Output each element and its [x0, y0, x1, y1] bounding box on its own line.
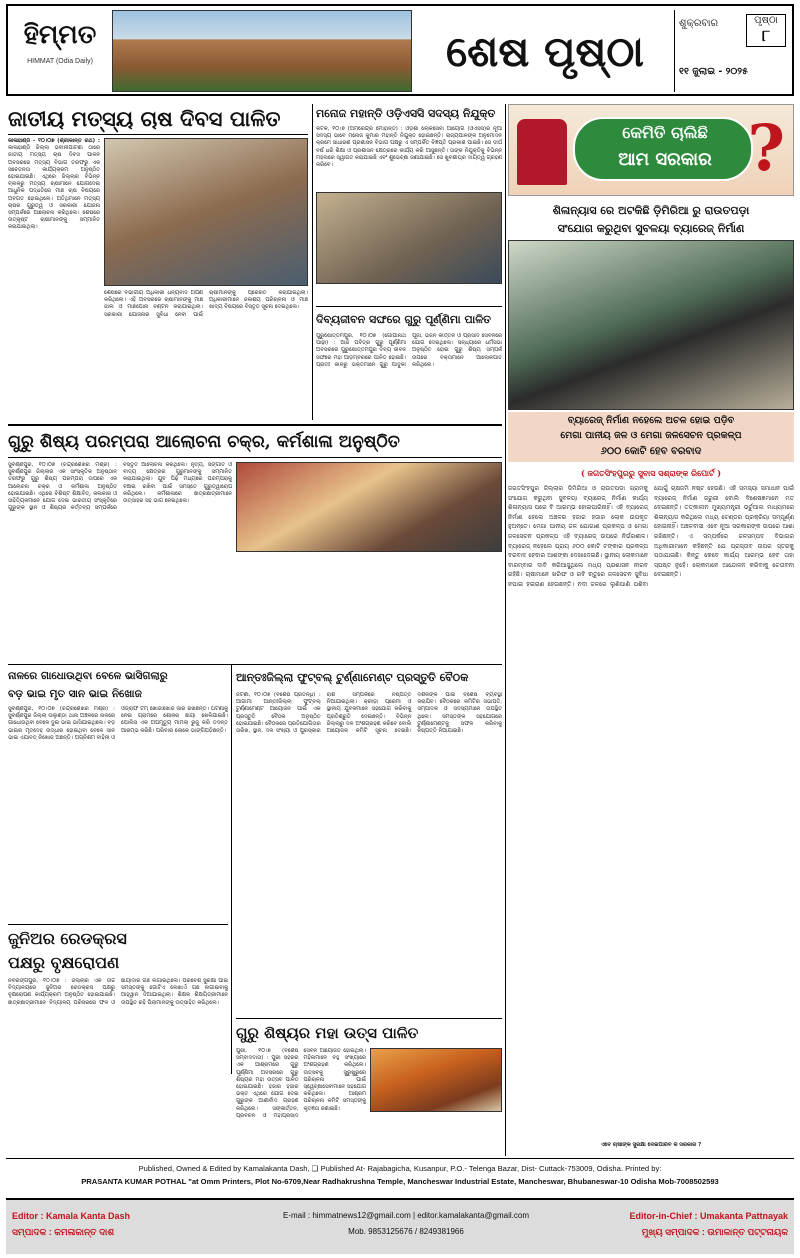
divider	[236, 1018, 502, 1019]
footer-imprint	[6, 1162, 794, 1194]
logo-text: ହିମ୍ମତ	[23, 20, 97, 50]
editor-or: ସମ୍ପାଦକ : କମଳାକାନ୍ତ ଦାଶ	[12, 1227, 115, 1237]
headline-redcross-line1: ଜୁନିଅର ରେଡକ୍ରସ	[8, 929, 127, 948]
date-text: ୧୧ ଜୁଲାଇ - ୨୦୨୫	[679, 66, 748, 77]
banner-line1: କେମିତି ଚାଲିଛି	[622, 123, 708, 142]
article-redcross-body: ନବରଙ୍ଗପୁର, ୧୦।୦୭ : ଜିଲ୍ଲାର ଏକ ଉଚ୍ଚ ବିଦ୍ୟାଳୟରେ ଜୁନିଅର ରେଡକ୍ରସ ପକ୍ଷରୁ ବୃକ୍ଷରୋପଣ କାର୍ଯ୍ୟକ୍ରମ ଅନୁଷ୍ଠିତ ହୋଇଯାଇଛି। ଛାତ୍ରଛାତ୍ରୀମାନେ ବିଦ୍ୟାଳୟ ପରିସରରେ ଫଳ ଓ ଛାୟାଦାର ଗଛ ଲଗାଇଥିଲେ। ପରିବେଶ ସୁରକ୍ଷା ପାଇଁ ସମସ୍ତଙ୍କୁ ଗୋଟିଏ ଲେଖାଏଁ ଗଛ ଲଗାଇବାକୁ ଆହ୍ୱାନ ଦିଆଯାଇଥିଲା। ଶିକ୍ଷକ ଶିକ୍ଷୟିତ୍ରୀମାନେ ଉପସ୍ଥିତ ରହି ପିଲାମାନଙ୍କୁ ଉତ୍ସାହିତ କରିଥିଲେ।	[8, 978, 228, 1006]
headline-seminar: ଗୁରୁ ଶିଷ୍ୟ ପରମ୍ପରା ଆଲୋଚନା ଚକ୍ର, କର୍ମଶାଳା ଅନୁଷ୍ଠିତ	[8, 432, 400, 452]
banner-line2: ଆମ ସରକାର	[618, 149, 712, 170]
day-label: ଶୁକ୍ରବାର	[679, 18, 719, 29]
headline-guru-purnima: ଦିବ୍ୟଜୀବନ ସଙ୍ଘରେ ଗୁରୁ ପୂର୍ଣ୍ଣିମା ପାଳିତ	[316, 313, 492, 326]
article-guru-purnima-body: ପୁରୁଷୋତ୍ତମପୁର, ୧୦।୦୭ (ଗୋପୀନାଥ ପାଢ଼ୀ) : ଆଜି ପବିତ୍ର ଗୁରୁ ପୂର୍ଣ୍ଣିମା ଅବସରରେ ପୁରୁଷୋତ୍ତମପୁର ଦିବ୍ୟ ଜୀବନ ସଙ୍ଘରେ ମହା ଆଡ଼ମ୍ବରରେ ପାଳିତ ହୋଇଛି। ପ୍ରାତଃ କାଳରୁ ଭକ୍ତମାନେ ଗୁରୁ ପାଦୁକା ପୂଜା, ଭଜନ କୀର୍ତ୍ତନ ଓ ପ୍ରସାଦ ସେବନରେ ଯୋଗ ଦେଇଥିଲେ। ସନ୍ଧ୍ୟାରେ ଧର୍ମସଭା ଅନୁଷ୍ଠିତ ହୋଇ ଗୁରୁ ଶିଷ୍ୟ ସମ୍ପର୍କ ଉପରେ ବକ୍ତାମାନେ ଆଲୋକପାତ କରିଥିଲେ।	[316, 333, 502, 368]
byline: ( ଜଗତସିଂହପୁରରୁ ସୁବାସ ସଶ୍ରାଙ୍କ ରିପୋର୍ଟ )	[580, 468, 722, 478]
article-barrage-closing: ଏବେ ଚାଷୀଙ୍କ ସୁରକ୍ଷା ଦେଇପାରିବ କି ସରକାର ?	[600, 1142, 702, 1148]
divider	[8, 924, 228, 925]
headline-festival: ଗୁରୁ ଶିଷ୍ୟର ମହା ଉତ୍ସ ପାଳିତ	[236, 1024, 419, 1042]
article-manoj-more	[316, 288, 502, 308]
divider	[8, 457, 502, 458]
headline-drowning-line2: ବଡ଼ ଭାଇ ମୃତ ସାନ ଭାଇ ନିଖୋଜ	[8, 688, 142, 700]
imprint-line1: Published, Owned & Edited by Kamalakanta Dash, ❑ Published At- Rajabagicha, Kusanpur, P.O.- Telenga Bazar, Dist- Cuttack-753009, Odisha. Printed by:	[138, 1164, 662, 1173]
headline-barrage-line1: ଶିଳାନ୍ୟାସ ରେ ଅଟକିଛି ଡ଼ିମିରିଆ ରୁ ରାଉତପଡ଼ା	[552, 204, 750, 217]
headline-tournament: ଆନ୍ତଃଜିଲ୍ଲା ଫୁଟ୍‌ବଲ୍ ଟୁର୍ଣ୍ଣାମେଣ୍ଟ ପ୍ରସ୍ତୁତି ବୈଠକ	[236, 671, 469, 684]
page-label	[746, 14, 786, 47]
divider	[8, 424, 502, 426]
caption-line3: ୬୦୦ କୋଟି ହେବ ବରବାଦ	[600, 446, 702, 457]
section-title: ଶେଷ ପୃଷ୍ଠା	[446, 27, 644, 76]
banner-pill	[573, 117, 753, 181]
editor-en: Editor : Kamala Kanta Dash	[12, 1211, 131, 1221]
article-barrage-body: ଜଗତସିଂହପୁର ଜିଲ୍ଲାର ଡ଼ିମିରିଆ ଓ ରାଉତପଡ଼ା ଗ୍ରାମକୁ ସଂଯୋଗ କରୁଥିବା ସୁବଳୟା ବ୍ୟାରେଜ୍ ନିର୍ମାଣ କାର୍ଯ୍ୟ ଶିଳାନ୍ୟାସ ପରେ ବି ଆରମ୍ଭ ହୋଇପାରିନାହିଁ। ଏହି ବ୍ୟାରେଜ୍ ନିର୍ମାଣ ହେଲେ ଅଞ୍ଚଳର ହଜାର ହଜାର ଲୋକ ଉପକୃତ ହୁଅନ୍ତେ। ମେଗା ପାନୀୟ ଜଳ ଯୋଗାଣ ପ୍ରକଳ୍ପ ଓ ମେଗା ଜଳସେଚନ ପ୍ରକଳ୍ପ ଏହି ବ୍ୟାରେଜ୍ ଉପରେ ନିର୍ଭରଶୀଳ। ବ୍ୟାରେଜ୍ ନହେଲେ ପ୍ରାୟ ୬୦୦ କୋଟି ଟଙ୍କାର ପ୍ରକଳ୍ପ ବରବାଦ ହେବାର ଆଶଙ୍କା ଦେଖାଦେଇଛି। ସ୍ଥାନୀୟ ଲୋକମାନେ ବାରମ୍ବାର ଦାବି କରିଆସୁଥିଲେ ମଧ୍ୟ ପ୍ରଶାସନ ନୀରବ ରହିଛି। ଚାଷୀମାନେ ଖରିଫ ଓ ରବି ଋତୁରେ ଜଳସେଚନ ସୁବିଧା ନପାଇ ହଇରାଣ ହେଉଛନ୍ତି। ନଦୀ ଜଳରେ ଲୁଣିପାଣି ପଶିବା ଯୋଗୁଁ ଚାଷଜମି ନଷ୍ଟ ହେଉଛି। ଏହି ସମସ୍ୟା ସମାଧାନ ପାଇଁ ବ୍ୟାରେଜ୍ ନିର୍ମାଣ ଜରୁରୀ ବୋଲି ବିଶେଷଜ୍ଞମାନେ ମତ ଦେଇଛନ୍ତି। ତତ୍କାଳୀନ ମୁଖ୍ୟମନ୍ତ୍ରୀ ଭର୍ଚୁଆଲ ମାଧ୍ୟମରେ ଶିଳାନ୍ୟାସ କରିଥିଲେ ମଧ୍ୟ ଟେଣ୍ଡର ପ୍ରକ୍ରିୟା ସମ୍ପୂର୍ଣ୍ଣ ହୋଇନାହିଁ। ଅଞ୍ଚଳବାସୀ ଏବେ ନୂଆ ସରକାରଙ୍କ ଉପରେ ଆଶା ରଖିଛନ୍ତି। ଏ ସମ୍ପର୍କରେ ଜଳସମ୍ପଦ ବିଭାଗର ଅଧିକାରୀମାନେ କହିଛନ୍ତି ଯେ ପ୍ରସ୍ତାବ ଉପର ସ୍ତରକୁ ପଠାଯାଇଛି। କିନ୍ତୁ କେବେ କାର୍ଯ୍ୟ ଆରମ୍ଭ ହେବ ତାହା ସ୍ପଷ୍ଟ ନୁହେଁ। ଲୋକମାନେ ଆନ୍ଦୋଳନ କରିବାକୁ ଚେତାବନୀ ଦେଇଛନ୍ତି।	[508, 485, 794, 588]
divider	[316, 306, 502, 307]
footer-band	[6, 1198, 794, 1254]
divider	[505, 104, 506, 1156]
chief-en: Editor-in-Chief : Umakanta Pattnayak	[629, 1211, 788, 1221]
headline-manoj: ମନୋଜ ମହାନ୍ତି ଓଡ଼ିଏସସି ସଦସ୍ୟ ନିଯୁକ୍ତ	[316, 107, 496, 120]
contact-email: E-mail : himmatnews12@gmail.com | editor.kamalakanta@gmail.com	[283, 1211, 529, 1220]
contact-mobile: Mob. 9853125676 / 8249381966	[348, 1227, 464, 1236]
photo-festival	[370, 1048, 502, 1112]
article-seminar-left: ସୁବର୍ଣ୍ଣପୁର, ୧୦।୦୭ (ଚନ୍ଦ୍ରଶେଖର ମିଶ୍ର) : ସୁବର୍ଣ୍ଣପୁର ଜିଲ୍ଲାର ଏକ ସାଂସ୍କୃତିକ ଅନୁଷ୍ଠାନ ତରଫରୁ ଗୁରୁ ଶିଷ୍ୟ ପରମ୍ପରା ଉପରେ ଏକ ଆଲୋଚନା ଚକ୍ର ଓ କର୍ମଶାଳା ଅନୁଷ୍ଠିତ ହୋଇଯାଇଛି। ଏଥିରେ ବିଶିଷ୍ଟ ଶିକ୍ଷାବିତ୍, କଳାକାର ଓ ସାହିତ୍ୟିକମାନେ ଯୋଗ ଦେଇ ଭାରତୀୟ ସଂସ୍କୃତିରେ ଗୁରୁଙ୍କ ସ୍ଥାନ ଓ ଶିଷ୍ୟର କର୍ତ୍ତବ୍ୟ ସମ୍ପର୍କରେ ବିସ୍ତୃତ ଆଲୋଚନା କରିଥିଲେ। ନୃତ୍ୟ, ସଙ୍ଗୀତ ଓ ବାଦ୍ୟ କ୍ଷେତ୍ରର ଗୁରୁମାନଙ୍କୁ ସମ୍ମାନିତ କରାଯାଇଥିଲା। ଯୁବ ପିଢ଼ି ମଧ୍ୟରେ ପରମ୍ପରାକୁ ବଞ୍ଚାଇ ରଖିବା ପାଇଁ ସମସ୍ତେ ଗୁରୁତ୍ୱାରୋପ କରିଥିଲେ। କର୍ମଶାଳାରେ ଛାତ୍ରଛାତ୍ରୀମାନେ ଉତ୍ସାହର ସହ ଭାଗ ନେଇଥିଲେ।	[8, 462, 232, 512]
page-number: ୮	[761, 26, 771, 45]
question-mark-icon: ?	[747, 111, 785, 186]
date-box	[674, 10, 790, 92]
caption-box	[508, 412, 794, 462]
photo-foundation-stone	[508, 240, 794, 410]
masthead-temple-photo	[112, 10, 412, 92]
logo-subtitle: HIMMAT (Odia Daily)	[27, 58, 93, 65]
column-banner	[508, 104, 794, 196]
article-drowning-body: ସୁବର୍ଣ୍ଣପୁର, ୧୦।୦୭ (ଚନ୍ଦ୍ରଶେଖର ମିଶ୍ର) : ସୁବର୍ଣ୍ଣପୁର ଜିଲ୍ଲା ଉଲୁଣ୍ଡା ଥାନା ଅଞ୍ଚଳରେ ନାଳରେ ଗାଧୋଉଥିବା ବେଳେ ଦୁଇ ଭାଇ ଭାସିଯାଇଥିଲେ। ବଡ଼ ଭାଇର ମୃତଦେହ ଉଦ୍ଧାର ହୋଇଥିବା ବେଳେ ସାନ ଭାଇ ଏଯାବତ୍ ନିଖୋଜ ଅଛନ୍ତି। ଅଗ୍ନିଶମ ବାହିନୀ ଓ ଓଡ୍ରାଫ ଟିମ୍ ଖୋଜାଖୋଜି ଜାରି ରଖିଛନ୍ତି। ଘଟଣାକୁ ନେଇ ଗ୍ରାମରେ ଶୋକର ଛାୟା ଖେଳିଯାଇଛି। ପୋଲିସ ଏକ ଅପମୃତ୍ୟୁ ମାମଲା ରୁଜୁ କରି ତଦନ୍ତ ଆରମ୍ଭ କରିଛି। ପରିବାର ଲୋକେ ଭାଙ୍ଗିପଡ଼ିଛନ୍ତି।	[8, 706, 228, 741]
divider	[6, 1158, 794, 1159]
article-fish-day-more: ଶେଷରେ ବିଭାଗୀୟ ଅଧିକାରୀ ଧନ୍ୟବାଦ ଅର୍ପଣ କରିଥିଲେ। ଏହି ଅବସରରେ ଚାଷୀମାନଙ୍କୁ ମାଛ ଜାଲ ଓ ମାଛପୋନା ବଣ୍ଟନ କରାଯାଇଥିଲା। ସରକାରୀ ଯୋଜନାର ସୁବିଧା ନେବା ପାଇଁ ଚାଷୀମାନଙ୍କୁ ପ୍ରେରିତ କରାଯାଇଥିଲା। ଅଧିକାରୀମାନେ ଜଳାଶୟ ପରିଚାଳନା ଓ ମାଛ ଖାଦ୍ୟ ବିଷୟରେ ବିସ୍ତୃତ ସୂଚନା ଦେଇଥିଲେ।	[104, 290, 308, 318]
headline-barrage-line2: ସଂଯୋଗ କରୁଥିବା ସୁବଳୟା ବ୍ୟାରେଜ୍ ନିର୍ମାଣ	[557, 222, 745, 235]
article-festival-more	[370, 1114, 502, 1156]
photo-manoj	[316, 192, 502, 284]
contact-info	[246, 1208, 566, 1240]
article-fish-day-intro	[8, 138, 100, 420]
chief-editor-info	[568, 1208, 788, 1240]
editor-info	[12, 1208, 242, 1240]
dateline: କାଳାହାଣ୍ଡି - ୧୦।୦୭ (ଶ୍ରୀକାନ୍ତ ରଥ) :	[8, 138, 100, 144]
page-label-text: ପୃଷ୍ଠା	[754, 15, 778, 26]
photo-fish-day	[104, 138, 308, 286]
masthead-logo	[12, 12, 108, 90]
divider	[231, 664, 232, 1074]
article-seminar-right	[236, 556, 502, 662]
caption-line1: ବ୍ୟାରେଜ୍ ନିର୍ମାଣ ନହେଲେ ଅଚଳ ହୋଇ ପଡ଼ିବ	[567, 415, 735, 426]
caption-line2: ମେଗା ପାନୀୟ ଜଳ ଓ ମେଗା ଜଳସେଚନ ପ୍ରକଳ୍ପ	[560, 430, 742, 441]
article-tournament-body: ଜଟଣୀ, ୧୦।୦୭ (ବିଶେଷ ପ୍ରତିନିଧି) : ଆଗାମୀ ଆନ୍ତଃଜିଲ୍ଲା ଫୁଟ୍‌ବଲ୍ ଟୁର୍ଣ୍ଣାମେଣ୍ଟ ଆୟୋଜନ ପାଇଁ ଏକ ପ୍ରସ୍ତୁତି ବୈଠକ ଅନୁଷ୍ଠିତ ହୋଇଯାଇଛି। ବୈଠକରେ ପ୍ରତିଯୋଗିତାର ତାରିଖ, ସ୍ଥାନ, ଦଳ ସଂଖ୍ୟା ଓ ପୁରସ୍କାର ରାଶି ସମ୍ପର୍କରେ ନିଷ୍ପତ୍ତି ନିଆଯାଇଥିଲା। କ୍ରୀଡ଼ା ପ୍ରେମୀ ଓ ସ୍ଥାନୀୟ ଯୁବକମାନେ ସହଯୋଗ କରିବାକୁ ପ୍ରତିଶ୍ରୁତି ଦେଇଛନ୍ତି। ବିଭିନ୍ନ ଜିଲ୍ଲାରୁ ଦଳ ଅଂଶଗ୍ରହଣ କରିବେ ବୋଲି ଆୟୋଜକ କମିଟି ସୂଚନା ଦେଇଛି। ଦର୍ଶକଙ୍କ ପାଇଁ ବିଶେଷ ବ୍ୟବସ୍ଥା କରାଯିବ। ବୈଠକରେ କମିଟିର ସଭାପତି, ସମ୍ପାଦକ ଓ ସଦସ୍ୟମାନେ ଉପସ୍ଥିତ ଥିଲେ। ସମସ୍ତଙ୍କ ସହଯୋଗରେ ଟୁର୍ଣ୍ଣାମେଣ୍ଟକୁ ସଫଳ କରିବାକୁ ନିଷ୍ପତ୍ତି ନିଆଯାଇଛି।	[236, 692, 502, 735]
photo-seminar	[236, 462, 502, 552]
divider	[8, 664, 502, 665]
headline-fish-day: ଜାତୀୟ ମତ୍ସ୍ୟ ଚାଷ ଦିବସ ପାଳିତ	[8, 106, 281, 131]
masthead	[6, 4, 794, 96]
article-body: କାଳାହାଣ୍ଡି ଜିଲ୍ଲା ଭବାନୀପାଟଣା ଠାରେ ଜାତୀୟ ମତ୍ସ୍ୟ ଚାଷ ଦିବସ ପାଳନ ଅବସରରେ ମତ୍ସ୍ୟ ବିଭାଗ ତରଫରୁ ଏକ ସଚେତନତା କାର୍ଯ୍ୟକ୍ରମ ଅନୁଷ୍ଠିତ ହୋଇଯାଇଛି। ଏଥିରେ ଜିଲ୍ଲାର ବିଭିନ୍ନ ବ୍ଲକରୁ ମତ୍ସ୍ୟ ଚାଷୀମାନେ ଯୋଗଦେଇ ଆଧୁନିକ ପଦ୍ଧତିରେ ମାଛ ଚାଷ ବିଷୟରେ ଅବଗତ ହୋଇଥିଲେ। ଅତିଥିମାନେ ମତ୍ସ୍ୟ ଚାଷର ଗୁରୁତ୍ୱ ଓ ସରକାରୀ ଯୋଜନା ସମ୍ପର୍କରେ ଆଲୋଚନା କରିଥିଲେ। ଶେଷରେ ଉତ୍କୃଷ୍ଟ ଚାଷୀମାନଙ୍କୁ ସମ୍ମାନିତ କରାଯାଇଥିଲା।	[8, 145, 100, 231]
article-festival-body: ପୁରୀ, ୧୦।୭ (ବିଶେଷ ସମ୍ବାଦଦାତା) : ପୁରୀ ସହରର ଏକ ଆଶ୍ରମରେ ଗୁରୁ ପୂର୍ଣ୍ଣିମା ଅବସରରେ ଗୁରୁ ଶିଷ୍ୟର ମହା ଉତ୍ସବ ପାଳିତ ହୋଇଯାଇଛି। ହଜାର ହଜାର ଭକ୍ତ ଏଥିରେ ଯୋଗ ଦେଇ ଗୁରୁଙ୍କ ଆଶୀର୍ବାଦ ଗ୍ରହଣ କରିଥିଲେ। ସଙ୍କୀର୍ତ୍ତନ, ପ୍ରବଚନ ଓ ମହାପ୍ରସାଦ ସେବନ ଆୟୋଜିତ ହୋଇଥିଲା। ମହିଳାମାନେ ବହୁ ସଂଖ୍ୟାରେ ଅଂଶଗ୍ରହଣ କରିଥିଲେ। ଉତ୍ସବକୁ ସୁରୁଖୁରୁରେ ପରିଚାଳନା ପାଇଁ ସ୍ୱେଚ୍ଛାସେବୀମାନେ ସହଯୋଗ କରିଥିଲେ। ଆଶ୍ରମ ପରିଚାଳନା କମିଟି ସମସ୍ତଙ୍କୁ କୃତଜ୍ଞତା ଜଣାଇଛି।	[236, 1048, 366, 1119]
chief-or: ମୁଖ୍ୟ ସମ୍ପାଦକ : ଉମାକାନ୍ତ ପଟ୍ଟନାୟକ	[641, 1227, 788, 1237]
divider	[312, 104, 313, 420]
divider	[8, 134, 308, 135]
headline-drowning-line1: ନାଳରେ ଗାଧୋଉଥିବା ବେଳେ ଭାସିଗଲାରୁ	[8, 670, 168, 682]
chair-icon	[517, 119, 567, 185]
headline-redcross-line2: ପକ୍ଷରୁ ବୃକ୍ଷରୋପଣ	[8, 953, 120, 972]
article-filler	[8, 1076, 228, 1156]
article-manoj-body: କଟକ, ୧୦।୭ (ଅମରେନ୍ଦ୍ର ମୋହାନ୍ତି) : ଓଡ଼ିଶା ଲୋକସେବା ଆୟୋଗ (ଓଏସସି)ର ନୂଆ ସଦସ୍ୟ ଭାବେ ମନୋଜ କୁମାର ମହାନ୍ତି ନିଯୁକ୍ତ ହୋଇଛନ୍ତି। ରାଜ୍ୟପାଳଙ୍କ ଅନୁମୋଦନ କ୍ରମେ ସାଧାରଣ ପ୍ରଶାସନ ବିଭାଗ ପକ୍ଷରୁ ଏ ସମ୍ପର୍କିତ ବିଜ୍ଞପ୍ତି ପ୍ରକାଶ ପାଇଛି। ସେ ଦୀର୍ଘ ବର୍ଷ ଧରି ଶିକ୍ଷା ଓ ପ୍ରଶାସନ କ୍ଷେତ୍ରରେ କାର୍ଯ୍ୟ କରି ଆସୁଛନ୍ତି। ତାଙ୍କ ନିଯୁକ୍ତିକୁ ବିଭିନ୍ନ ମହଲରେ ସ୍ୱାଗତ କରାଯାଇଛି ଏବଂ ଶୁଭେଚ୍ଛା ଜଣାଯାଇଛି। ସେ ଖୁବଶୀଘ୍ର ଦାୟିତ୍ୱ ଗ୍ରହଣ କରିବେ।	[316, 126, 502, 169]
imprint-line2: PRASANTA KUMAR POTHAL "at Omm Printers, Plot No-6709,Near Radhakrushna Temple, Mancheswar Industrial Estate, Mancheswar, Bhubaneswar-10 Odisha Mob-7008502593	[81, 1177, 719, 1186]
